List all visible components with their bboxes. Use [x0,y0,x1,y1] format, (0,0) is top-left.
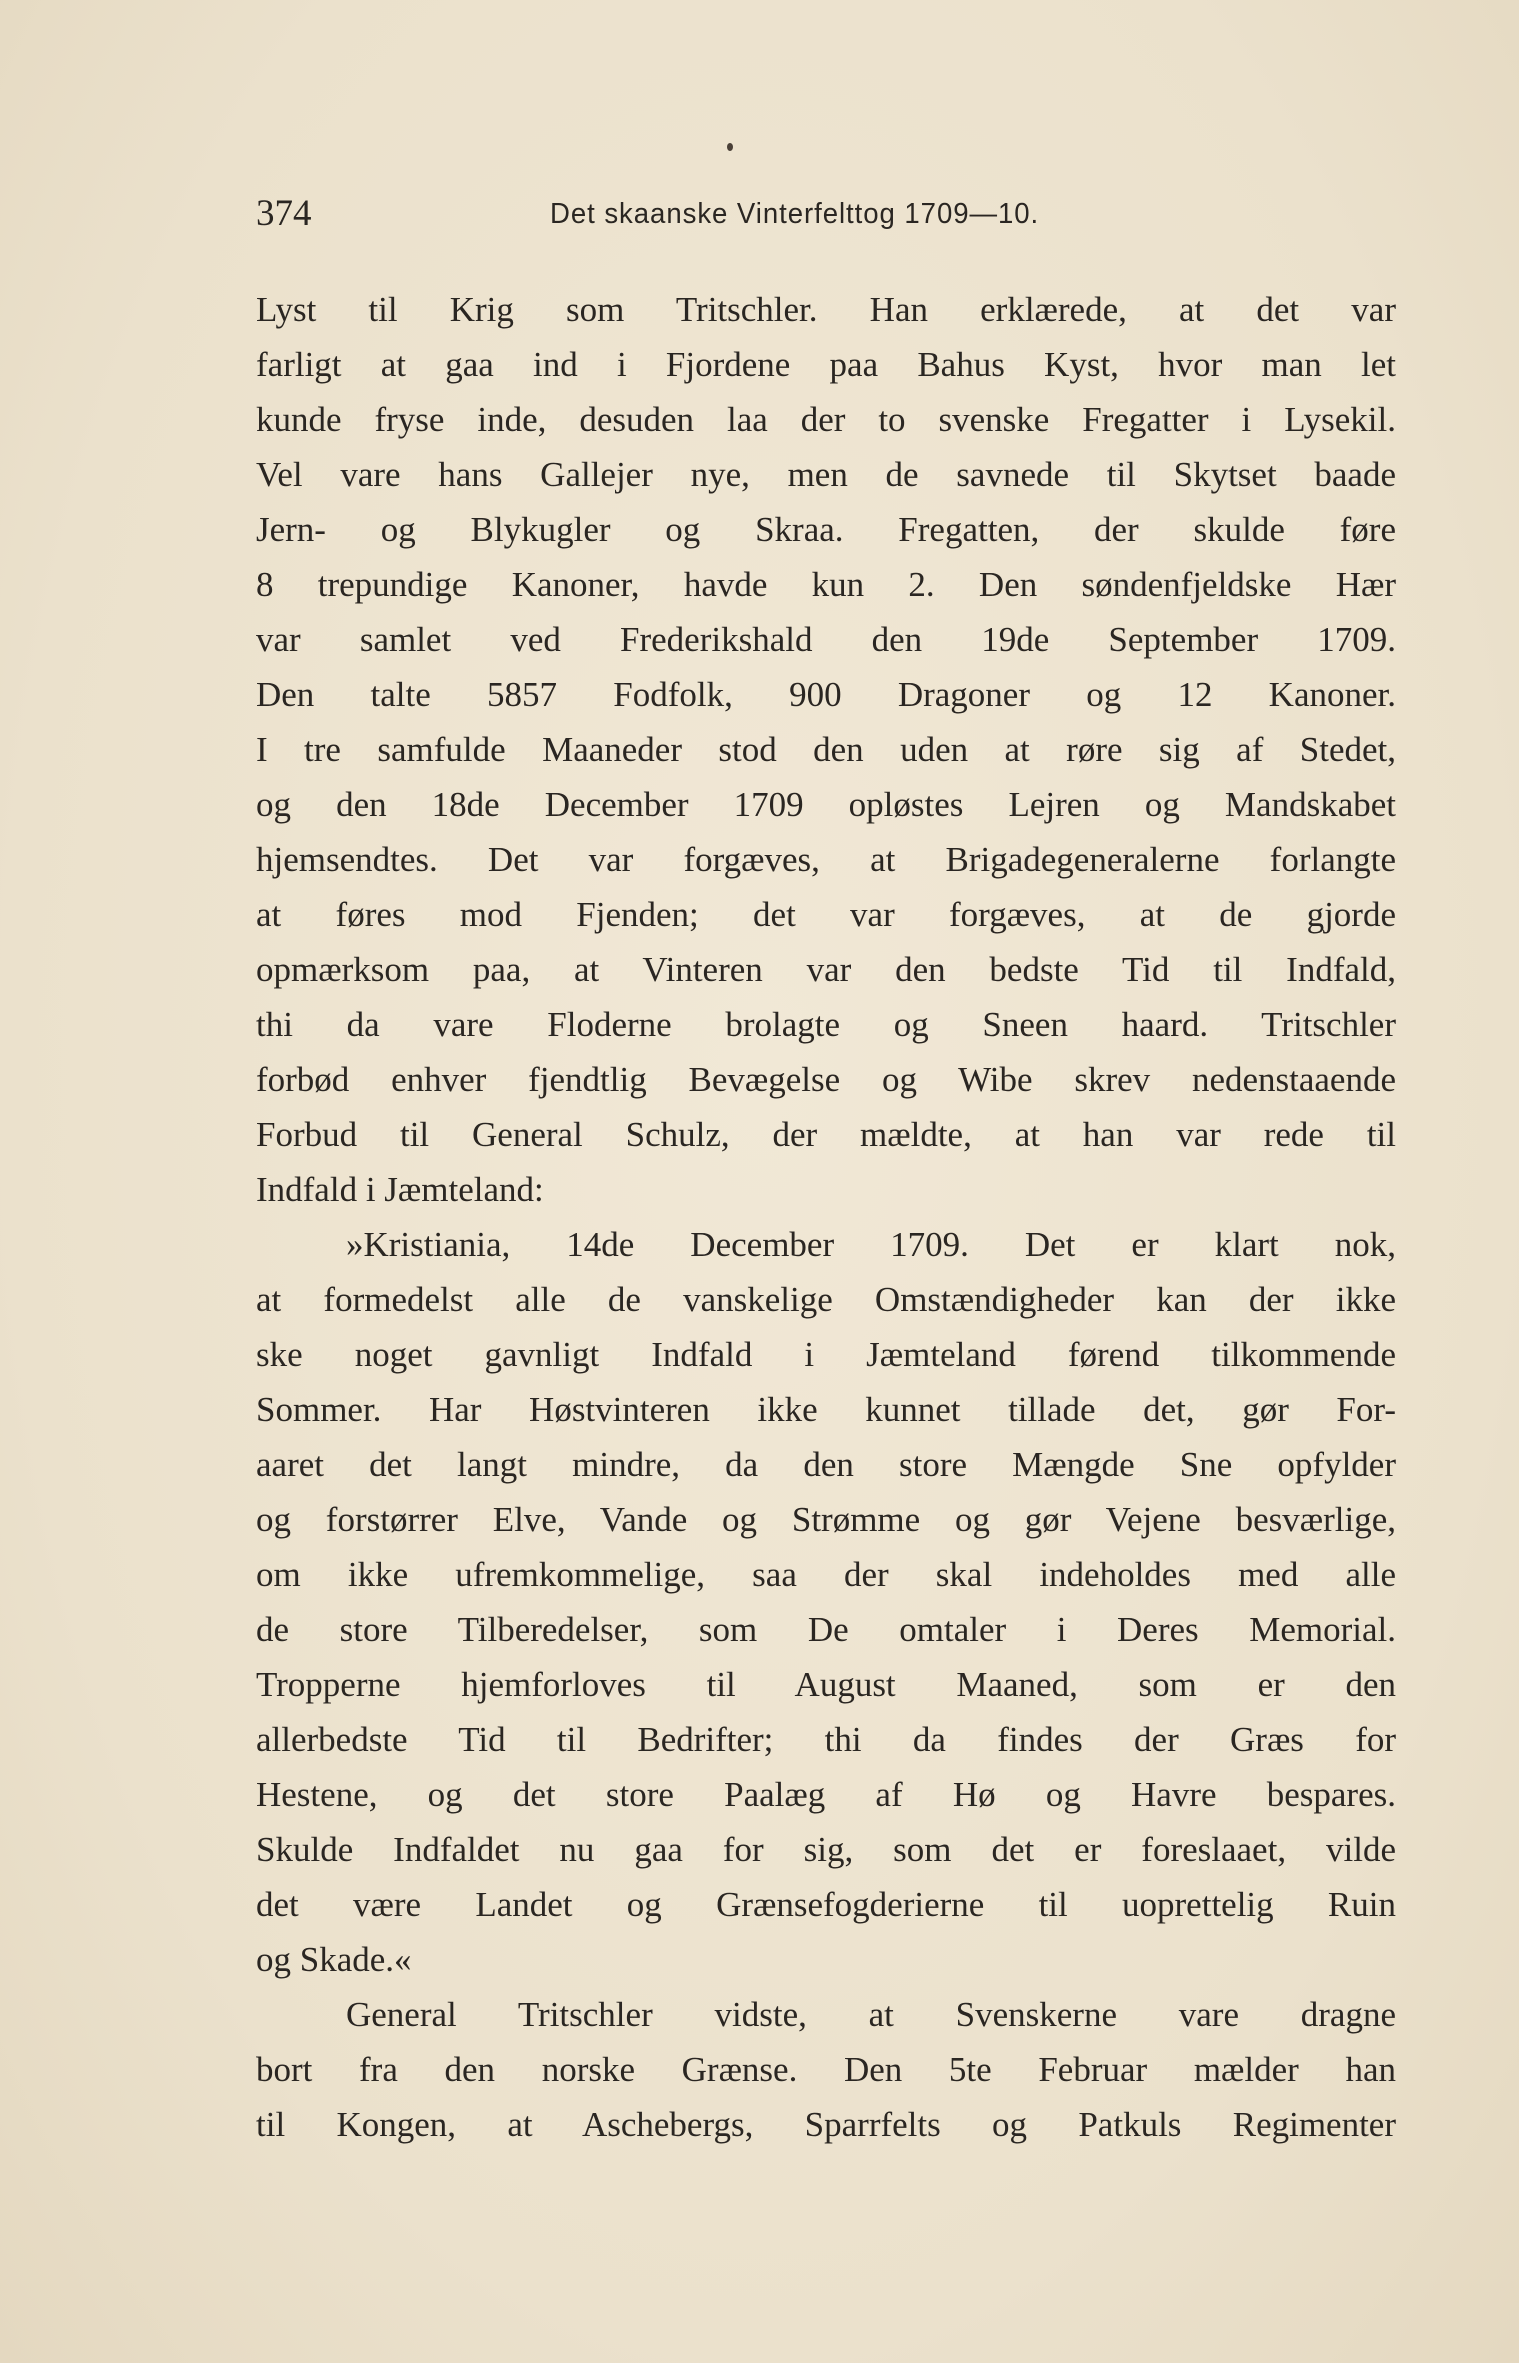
text-line: Forbud til General Schulz, der mældte, at han var rede til [256,1115,1396,1154]
text-line: 8 trepundige Kanoner, havde kun 2. Den søndenfjeldske Hær [256,565,1396,604]
body-text [256,282,1396,2152]
text-line: det være Landet og Grænsefogderierne til uoprettelig Ruin [256,1885,1396,1924]
text-line: hjemsendtes. Det var forgæves, at Brigadegeneralerne forlangte [256,840,1396,879]
text-line: kunde fryse inde, desuden laa der to svenske Fregatter i Lysekil. [256,400,1396,439]
text-line: Tropperne hjemforloves til August Maaned, som er den [256,1665,1396,1704]
text-line: og Skade.« [256,1940,412,1979]
text-line: allerbedste Tid til Bedrifter; thi da findes der Græs for [256,1720,1396,1759]
text-line: Den talte 5857 Fodfolk, 900 Dragoner og 12 Kanoner. [256,675,1396,714]
ink-speck [727,143,733,151]
text-line: de store Tilberedelser, som De omtaler i Deres Memorial. [256,1610,1396,1649]
text-line: aaret det langt mindre, da den store Mængde Sne opfylder [256,1445,1396,1484]
text-line: thi da vare Floderne brolagte og Sneen haard. Tritschler [256,1005,1396,1044]
text-line: Jern- og Blykugler og Skraa. Fregatten, der skulde føre [256,510,1396,549]
text-line: om ikke ufremkommelige, saa der skal indeholdes med alle [256,1555,1396,1594]
text-line: og den 18de December 1709 opløstes Lejren og Mandskabet [256,785,1396,824]
text-line: opmærksom paa, at Vinteren var den bedste Tid til Indfald, [256,950,1396,989]
text-line: ske noget gavnligt Indfald i Jæmteland førend tilkommende [256,1335,1396,1374]
text-line: at formedelst alle de vanskelige Omstændigheder kan der ikke [256,1280,1396,1319]
page-number: 374 [256,193,312,234]
text-line: bort fra den norske Grænse. Den 5te Februar mælder han [256,2050,1396,2089]
text-line: Vel vare hans Gallejer nye, men de savnede til Skytset baade [256,455,1396,494]
text-line: var samlet ved Frederikshald den 19de September 1709. [256,620,1396,659]
text-line: og forstørrer Elve, Vande og Strømme og gør Vejene besværlige, [256,1500,1396,1539]
text-line: Lyst til Krig som Tritschler. Han erklærede, at det var [256,290,1396,329]
text-line: forbød enhver fjendtlig Bevægelse og Wibe skrev nedenstaaende [256,1060,1396,1099]
text-line: Sommer. Har Høstvinteren ikke kunnet tillade det, gør For- [256,1390,1396,1429]
text-line: til Kongen, at Aschebergs, Sparrfelts og Patkuls Regimenter [256,2105,1396,2144]
text-line: Hestene, og det store Paalæg af Hø og Havre bespares. [256,1775,1396,1814]
text-line: General Tritschler vidste, at Svenskerne vare dragne [346,1995,1396,2034]
running-head: Det skaanske Vinterfelttog 1709—10. [550,198,1040,230]
text-line: Skulde Indfaldet nu gaa for sig, som det er foreslaaet, vilde [256,1830,1396,1869]
text-line: Indfald i Jæmteland: [256,1170,544,1209]
text-line: I tre samfulde Maaneder stod den uden at røre sig af Stedet, [256,730,1396,769]
text-line: farligt at gaa ind i Fjordene paa Bahus Kyst, hvor man let [256,345,1396,384]
text-line: at føres mod Fjenden; det var forgæves, at de gjorde [256,895,1396,934]
page-header [256,188,1396,240]
text-line: »Kristiania, 14de December 1709. Det er klart nok, [346,1225,1396,1264]
